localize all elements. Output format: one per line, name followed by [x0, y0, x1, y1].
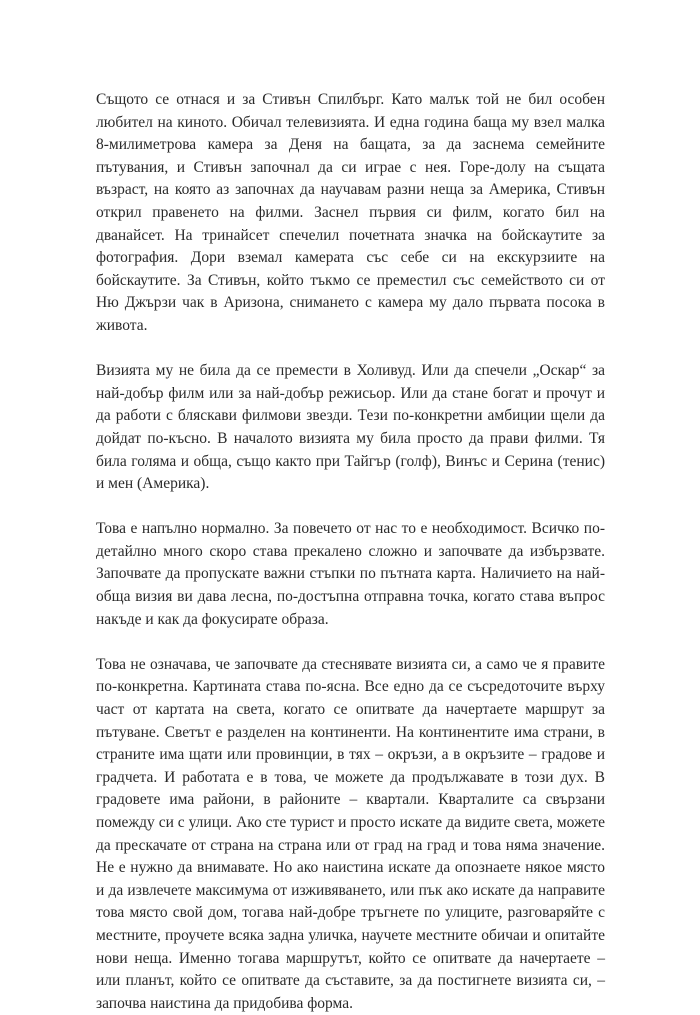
document-body	[96, 89, 605, 1015]
paragraph-normal: Това е напълно нормално. За повечето от нас то е необходимост. Всичко по-детайлно много скоро става прекалено сложно и започвате да избързвате. Започвате да пропускате важни стъпки по пътната карта. Наличието на най-обща визия ви дава лесна, по-достъпна отправна точка, когато става въпрос накъде и как да фокусирате образа.	[96, 520, 605, 628]
paragraph-spielberg: Същото се отнася и за Стивън Спилбърг. Като малък той не бил особен любител на киното. Обичал телевизията. И една година баща му взел малка 8-милиметрова камера за Деня на бащата, за да заснема семейните пътувания, и Стивън започнал да си играе с нея. Горе-долу на същата възраст, на която аз започнах да научавам разни неща за Америка, Стивън открил правенето на филми. Заснел първия си филм, когато бил на дванайсет. На тринайсет спечелил почетната значка на бойскаутите за фотография. Дори вземал камерата със себе си на екскурзиите на бойскаутите. За Стивън, който тъкмо се преместил със семейството си от Ню Джързи чак в Аризона, снимането с камера му дало първата посока в живота.	[96, 91, 605, 334]
paragraph-map: Това не означава, че започвате да стеснявате визията си, а само че я правите по-конкретна. Картината става по-ясна. Все едно да се съсредоточите върху част от картата на света, когато се опитвате да начертаете маршрут за пътуване. Светът е разделен на континенти. На континентите има страни, в страните има щати или провинции, в тях – окръзи, а в окръзите – градове и градчета. И работата е в това, че можете да продължавате в този дух. В градовете има райони, в районите – квартали. Кварталите са свързани помежду си с улици. Ако сте турист и просто искате да видите света, можете да прескачате от страна на страна или от град на град и това няма значение. Не е нужно да внимавате. Но ако наистина искате да опознаете някое място и да извлечете максимума от изживяването, или пък ако искате да направите това място свой дом, тогава най-добре тръгнете по улиците, разговаряйте с местните, проучете всяка задна уличка, научете местните обичаи и опитайте нови неща. Именно тогава маршрутът, който се опитвате да начертаете – или планът, който се опитвате да съставите, за да постигнете визията си, – започва наистина да придобива форма.	[96, 655, 605, 1012]
paragraph-vision: Визията му не била да се премести в Холивуд. Или да спечели „Оскар“ за най-добър филм или за най-добър режисьор. Или да стане богат и прочут и да работи с бляскави филмови звезди. Тези по-конкретни амбиции щели да дойдат по-късно. В началото визията му била просто да прави филми. Тя била голяма и обща, също както при Тайгър (голф), Винъс и Серина (тенис) и мен (Америка).	[96, 362, 605, 493]
